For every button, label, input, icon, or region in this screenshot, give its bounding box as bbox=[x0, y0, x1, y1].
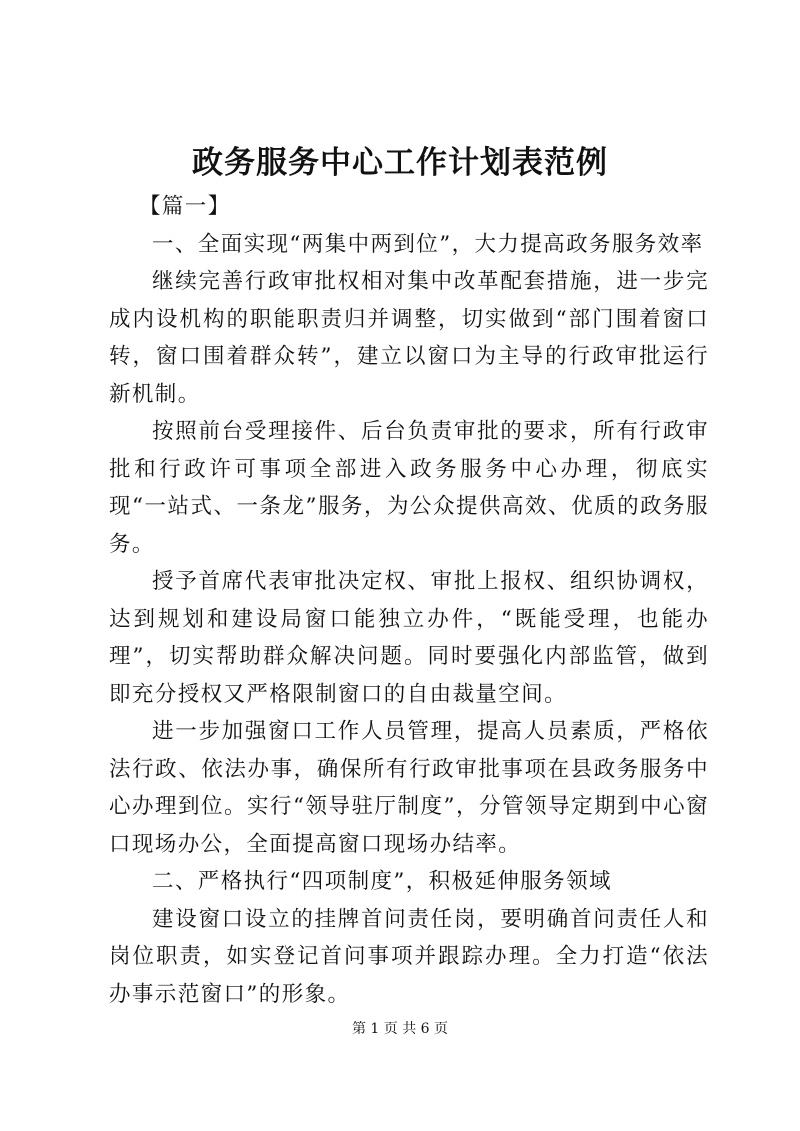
paragraph: 按照前台受理接件、后台负责审批的要求，所有行政审批和行政许可事项全部进入政务服务中心办理，彻底实现“一站式、一条龙”服务，为公众提供高效、优质的政务服务。 bbox=[109, 419, 709, 557]
page-footer: 第 1 页 共 6 页 bbox=[351, 1021, 449, 1037]
document-title: 政务服务中心工作计划表范例 bbox=[192, 145, 608, 181]
paragraph: 授予首席代表审批决定权、审批上报权、组织协调权，达到规划和建设局窗口能独立办件，“既能受理，也能办理”，切实帮助群众解决问题。同时要强化内部监管，做到即充分授权又严格限制窗口的自由裁量空间。 bbox=[109, 569, 709, 707]
heading-one: 一、全面实现“两集中两到位”，大力提高政务服务效率 bbox=[152, 231, 704, 257]
section-tag: 【篇一】 bbox=[139, 194, 231, 219]
heading-two: 二、严格执行“四项制度”，积极延伸服务领域 bbox=[152, 869, 612, 894]
document-body bbox=[109, 188, 709, 1013]
paragraph: 继续完善行政审批权相对集中改革配套措施，进一步完成内设机构的职能职责归并调整，切实做到“部门围着窗口转，窗口围着群众转”，建立以窗口为主导的行政审批运行新机制。 bbox=[109, 269, 709, 407]
paragraph: 进一步加强窗口工作人员管理，提高人员素质，严格依法行政、依法办事，确保所有行政审批事项在县政务服务中心办理到位。实行“领导驻厅制度”，分管领导定期到中心窗口现场办公，全面提高窗口现场办结率。 bbox=[109, 719, 709, 857]
paragraph: 建设窗口设立的挂牌首问责任岗，要明确首问责任人和岗位职责，如实登记首问事项并跟踪办理。全力打造“依法办事示范窗口”的形象。 bbox=[109, 906, 709, 1007]
